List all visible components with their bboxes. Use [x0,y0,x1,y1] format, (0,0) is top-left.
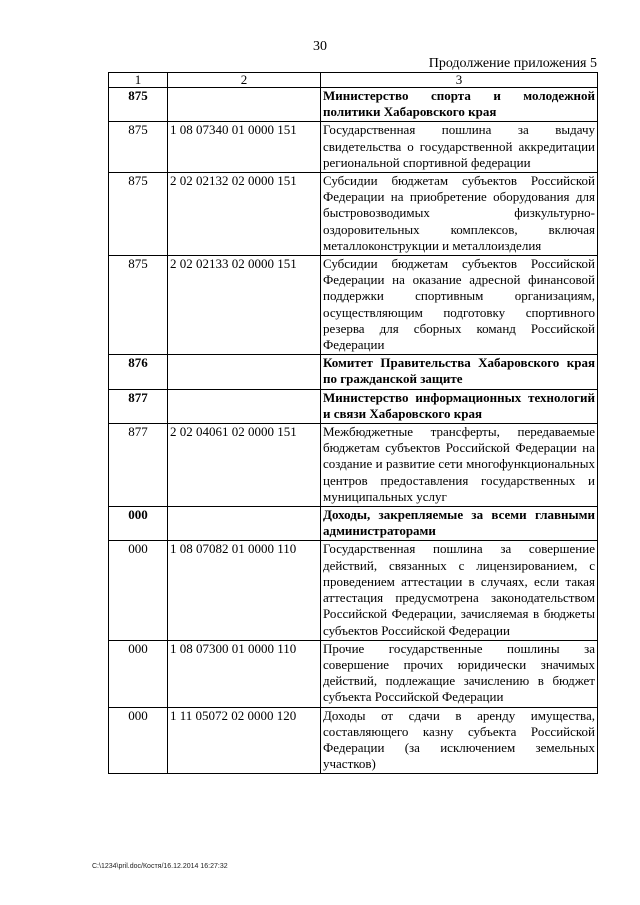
revenue-code-cell [168,355,321,389]
table-row [109,122,598,173]
continuation-caption: Продолжение приложения 5 [428,56,597,71]
table-row [109,541,598,640]
revenue-code-cell: 1 08 07300 01 0000 110 [168,640,321,707]
table-row [109,173,598,256]
table-row [109,640,598,707]
admin-code-cell: 000 [109,707,168,774]
column-header: 3 [321,73,598,88]
admin-code-cell: 000 [109,640,168,707]
revenue-code-cell: 2 02 02133 02 0000 151 [168,256,321,355]
revenue-code-cell: 1 11 05072 02 0000 120 [168,707,321,774]
description-cell: Государственная пошлина за совершение действий, связанных с лицензированием, с проведением аттестации в случаях, если такая аттестация предусмотрена законодательством Российской Федерации, зачисляемая в бюджеты субъектов Российской Федерации [321,541,598,640]
revenue-code-cell [168,88,321,122]
admin-code-cell: 000 [109,541,168,640]
table-row [109,424,598,507]
table-row [109,707,598,774]
table-row [109,389,598,423]
admin-code-cell: 875 [109,122,168,173]
description-cell: Государственная пошлина за выдачу свидетельства о государственной аккредитации региональной спортивной федерации [321,122,598,173]
admin-code-cell: 877 [109,424,168,507]
admin-code-cell: 000 [109,507,168,541]
description-cell: Министерство информационных технологий и связи Хабаровского края [321,389,598,423]
description-cell: Прочие государственные пошлины за совершение прочих юридически значимых действий, подлежащие зачислению в бюджет субъекта Российской Федерации [321,640,598,707]
revenue-code-cell: 2 02 02132 02 0000 151 [168,173,321,256]
table-row [109,88,598,122]
revenue-code-cell [168,389,321,423]
table-row [109,507,598,541]
description-cell: Доходы от сдачи в аренду имущества, составляющего казну субъекта Российской Федерации (за исключением земельных участков) [321,707,598,774]
admin-code-cell: 877 [109,389,168,423]
revenue-code-cell: 2 02 04061 02 0000 151 [168,424,321,507]
description-cell: Субсидии бюджетам субъектов Российской Федерации на оказание адресной финансовой поддержки спортивным организациям, осуществляющим подготовку спортивного резерва для сборных команд Российской Федерации [321,256,598,355]
description-cell: Министерство спорта и молодежной политики Хабаровского края [321,88,598,122]
table-row [109,256,598,355]
revenue-code-cell: 1 08 07340 01 0000 151 [168,122,321,173]
table-header-row [109,73,598,88]
description-cell: Комитет Правительства Хабаровского края по гражданской защите [321,355,598,389]
file-path-footer: C:\1234\pril.doc/Костя/16.12.2014 16:27:32 [92,863,228,870]
page-number: 30 [313,39,327,54]
admin-code-cell: 875 [109,256,168,355]
description-cell: Межбюджетные трансферты, передаваемые бюджетам субъектов Российской Федерации на создание и развитие сети многофункциональных центров предоставления государственных и муниципальных услуг [321,424,598,507]
revenue-code-cell [168,507,321,541]
description-cell: Доходы, закрепляемые за всеми главными администраторами [321,507,598,541]
column-header: 1 [109,73,168,88]
revenue-table [108,72,598,774]
admin-code-cell: 876 [109,355,168,389]
revenue-code-cell: 1 08 07082 01 0000 110 [168,541,321,640]
admin-code-cell: 875 [109,173,168,256]
column-header: 2 [168,73,321,88]
admin-code-cell: 875 [109,88,168,122]
description-cell: Субсидии бюджетам субъектов Российской Федерации на приобретение оборудования для быстровозводимых физкультурно-оздоровительных комплексов, включая металлоконструкции и металлоизделия [321,173,598,256]
table-row [109,355,598,389]
